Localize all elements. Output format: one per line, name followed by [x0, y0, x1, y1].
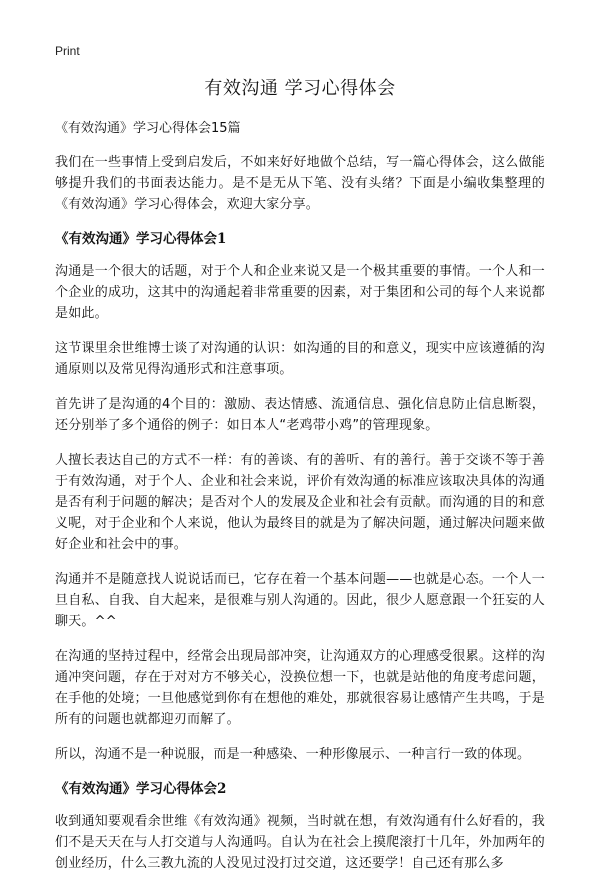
paragraph: 所以，沟通不是一种说服，而是一种感染、一种形像展示、一种言行一致的体现。 — [55, 747, 531, 762]
print-label: Print — [55, 44, 80, 58]
page-title: 有效沟通 学习心得体会 — [204, 78, 396, 99]
section-heading: 《有效沟通》学习心得体会2 — [55, 781, 227, 797]
section-1 — [55, 229, 545, 765]
section-2 — [55, 779, 545, 874]
paragraph: 收到通知要观看余世维《有效沟通》视频，当时就在想，有效沟通有什么好看的，我们不是天天在与人打交道与人沟通吗。自认为在社会上摸爬滚打十几年，外加两年的创业经历，什么三教九流的人没见过没打过交道，这还要学！自己还有那么多 — [55, 814, 545, 871]
paragraph: 人擅长表达自己的方式不一样：有的善谈、有的善听、有的善行。善于交谈不等于善于有效沟通，对于个人、企业和社会来说，评价有效沟通的标准应该取决具体的沟通是否有利于问题的解决；是否对个人的发展及企业和社会有贡献。而沟通的目的和意义呢，对于企业和个人来说，他认为最终目的就是为了解决问题，通过解决问题来做好企业和社会中的事。 — [55, 453, 545, 552]
paragraph: 这节课里余世维博士谈了对沟通的认识：如沟通的目的和意义，现实中应该遵循的沟通原则以及常见得沟通形式和注意事项。 — [55, 341, 545, 377]
paragraph: 沟通是一个很大的话题，对于个人和企业来说又是一个极其重要的事情。一个人和一个企业的成功，这其中的沟通起着非常重要的因素，对于集团和公司的每个人来说都是如此。 — [55, 264, 545, 321]
intro-paragraph: 我们在一些事情上受到启发后，不如来好好地做个总结，写一篇心得体会，这么做能够提升我们的书面表达能力。是不是无从下笔、没有头绪？下面是小编收集整理的《有效沟通》学习心得体会，欢迎大家分享。 — [55, 155, 545, 212]
section-heading: 《有效沟通》学习心得体会1 — [55, 231, 227, 247]
document-subtitle: 《有效沟通》学习心得体会15篇 — [55, 121, 241, 136]
paragraph: 首先讲了是沟通的4个目的：激励、表达情感、流通信息、强化信息防止信息断裂，还分别举了多个通俗的例子：如日本人“老鸡带小鸡”的管理现象。 — [55, 397, 545, 433]
paragraph: 在沟通的坚持过程中，经常会出现局部冲突，让沟通双方的心理感受很累。这样的沟通冲突问题，存在于对对方不够关心，没换位想一下，也就是站他的角度考虑问题，在手他的处境；一旦他感觉到你有在想他的难处，那就很容易让感情产生共鸣，于是所有的问题也就都迎刃而解了。 — [55, 649, 545, 727]
paragraph: 沟通并不是随意找人说说话而已，它存在着一个基本问题——也就是心态。一个人一旦自私、自我、自大起来，是很难与别人沟通的。因此，很少人愿意跟一个狂妄的人聊天。^^ — [55, 572, 545, 629]
